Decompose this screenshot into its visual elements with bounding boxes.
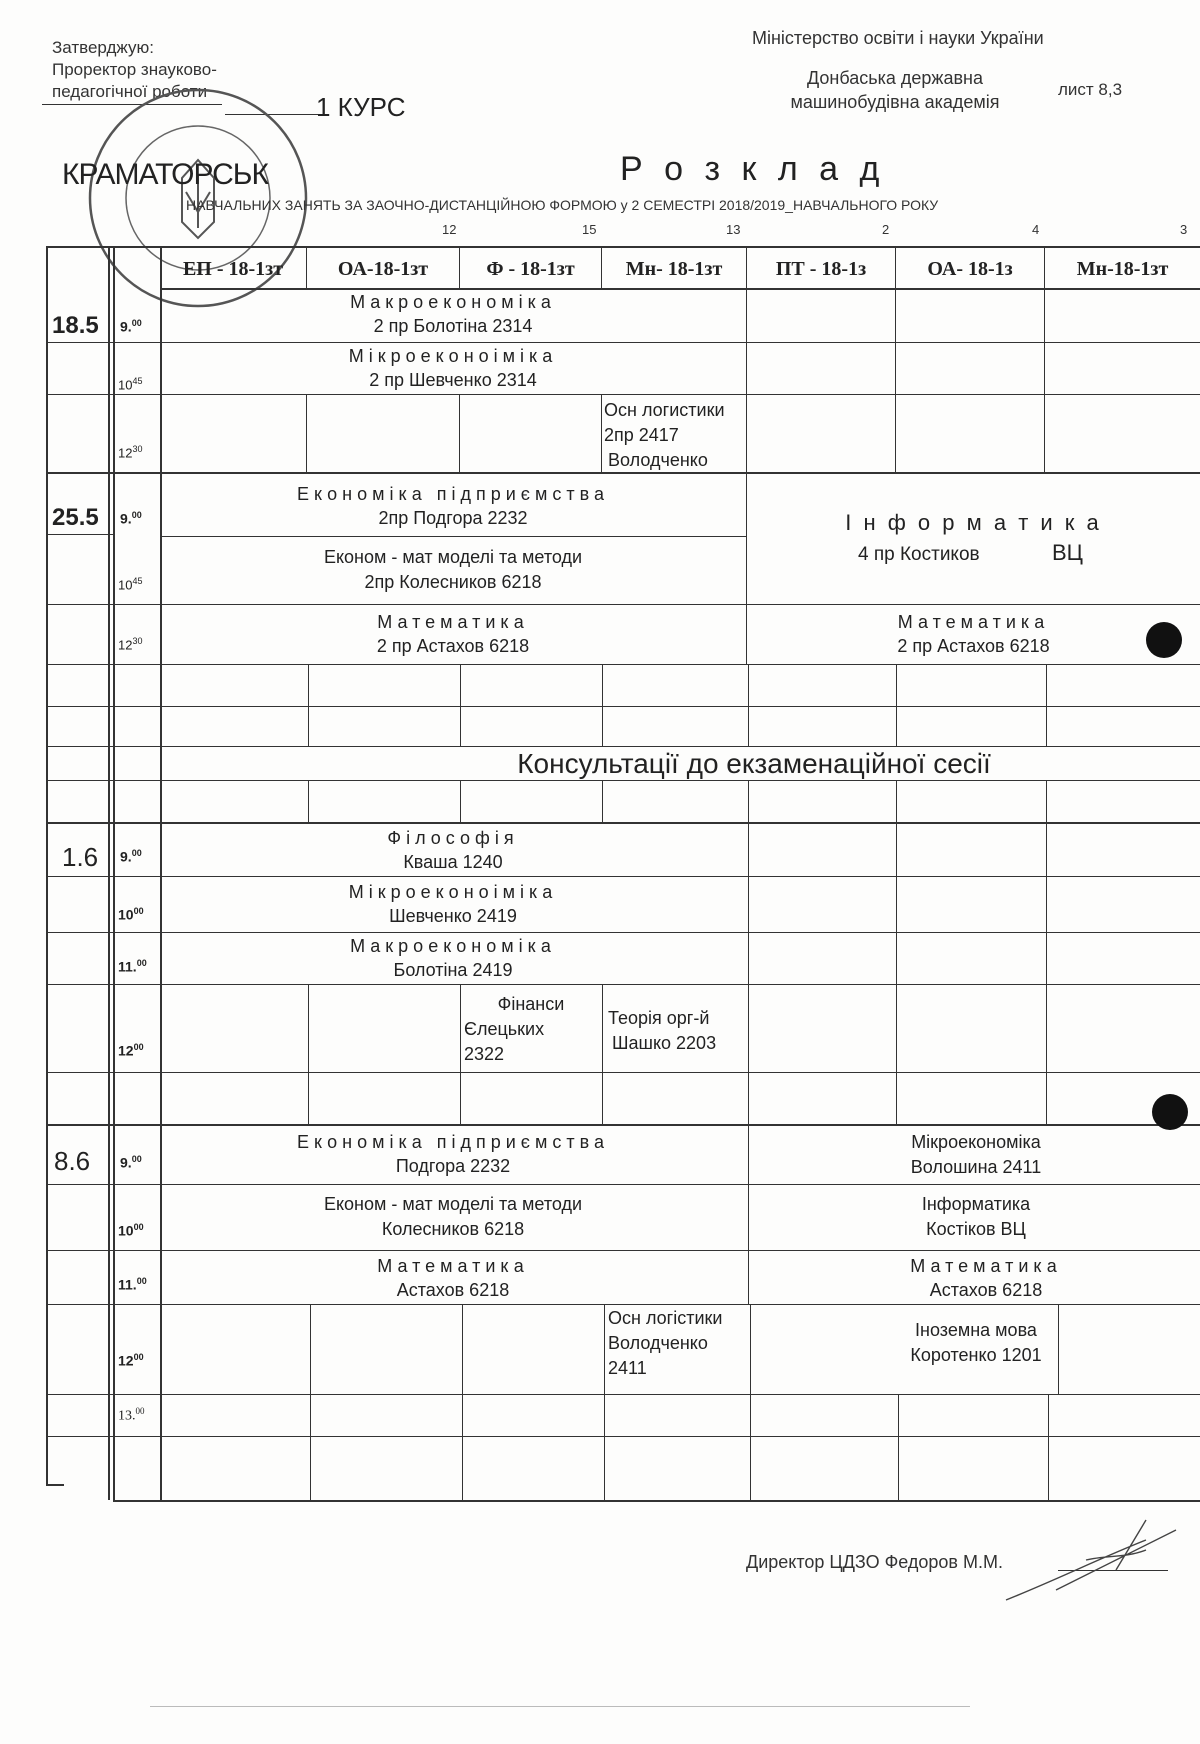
b4-econ-detail: Подгора 2232 (395, 1156, 511, 1176)
time-9-00-b3: 9.00 (120, 848, 142, 865)
b2-econ-title: Економіка підприємства (297, 484, 609, 504)
count-oa18-1z: 4 (1032, 222, 1040, 237)
time-10-45-b1: $10^{45}$ (118, 376, 143, 393)
schedule-title: Р о з к л а д (620, 150, 886, 188)
consultation-banner: Консультації до екзаменаційної сесії (517, 748, 991, 779)
b2-models-title: Економ - мат моделі та методи (323, 547, 583, 567)
b3-finance-l1: Фінанси (497, 994, 565, 1014)
b3-philosophy-detail: Кваша 1240 (403, 852, 503, 872)
date-18-5: 18.5 (52, 312, 99, 339)
group-pt-18-1z: ПТ - 18-1з (775, 258, 867, 280)
group-mn-18-1zt-2: Мн-18-1зт (1076, 258, 1169, 280)
b3-finance-l3: 2322 (464, 1044, 505, 1064)
approval-line-2: Проректор знауково- (52, 60, 217, 79)
time-11-00-b3: 11.00 (118, 958, 147, 975)
ministry-name: Міністерство освіти і науки України (752, 28, 1044, 48)
group-ep-18-1zt: ЕП - 18-1зт (182, 258, 284, 280)
approval-line-1: Затверджую: (52, 38, 154, 57)
b2-econ-detail: 2пр Подгора 2232 (378, 508, 528, 528)
group-oa-18-1zt: ОА-18-1зт (337, 258, 429, 280)
hole-punch-bottom (1152, 1094, 1188, 1130)
b1-logistics-l1: Осн логистики (604, 400, 725, 420)
b3-finance-l2: Єлецьких (464, 1019, 545, 1039)
b2-math-right-detail: 2 пр Астахов 6218 (897, 636, 1050, 656)
count-mn18-1zt: 13 (726, 222, 741, 237)
time-11-00-b4: 11.00 (118, 1276, 147, 1293)
b4-micro-right-title: Мікроекономіка (911, 1132, 1041, 1152)
b1-macro-detail: 2 пр Болотіна 2314 (373, 316, 533, 336)
b2-math-right-title: Математика (897, 612, 1050, 632)
b3-theory-l1: Теорія орг-й (608, 1008, 710, 1028)
time-9-00-b4: 9.00 (120, 1154, 142, 1171)
b1-micro-detail: 2 пр Шевченко 2314 (369, 370, 537, 390)
time-12-30-b1: $12^{30}$ (118, 444, 143, 461)
b2-models-detail: 2пр Колесников 6218 (364, 572, 542, 592)
time-12-00-b3: $12^{00}$ (118, 1042, 144, 1059)
b2-math-left-title: Математика (377, 612, 529, 632)
time-9-00-b2: 9.00 (120, 510, 142, 527)
b1-logistics-l2: 2пр 2417 (604, 425, 679, 445)
count-mn18-1zt-2: 3 (1180, 222, 1188, 237)
time-10-00-b3: $10^{00}$ (118, 906, 144, 923)
city-name: КРАМАТОРСЬК (62, 158, 268, 191)
footer-faint-line (150, 1706, 970, 1707)
b2-informatics-room: ВЦ (1052, 540, 1083, 565)
b4-informatics-right-detail: Костіков ВЦ (926, 1219, 1026, 1239)
b3-micro-title: Мікроеконоіміка (348, 882, 558, 902)
sheet-number: лист 8,3 (1058, 80, 1123, 99)
b4-informatics-right-title: Інформатика (921, 1194, 1031, 1214)
b4-econ-title: Економіка підприємства (297, 1132, 609, 1152)
b4-math-left-detail: Астахов 6218 (396, 1280, 510, 1300)
time-10-00-b4: $10^{00}$ (118, 1222, 144, 1239)
b3-macro-title: Макроекономіка (350, 936, 556, 956)
b2-informatics-detail: 4 пр Костиков (858, 544, 980, 565)
hole-punch-top (1146, 622, 1182, 658)
time-13-00-b4: 13.00 (118, 1406, 145, 1424)
b4-math-right-detail: Астахов 6218 (929, 1280, 1043, 1300)
date-8-6: 8.6 (54, 1146, 91, 1176)
schedule-subtitle: НАВЧАЛЬНИХ ЗАНЯТЬ ЗА ЗАОЧНО-ДИСТАНЦІЙНОЮ ФОРМОЮ у 2 СЕМЕСТРІ 2018/2019_НАВЧАЛЬНОГО РОКУ (186, 197, 939, 213)
time-12-30-b2: $12^{30}$ (118, 636, 143, 653)
b4-logistics-l2: Володченко (608, 1333, 708, 1353)
group-oa-18-1z: ОА- 18-1з (927, 258, 1013, 280)
count-f18-1zt: 15 (582, 222, 597, 237)
b3-macro-detail: Болотіна 2419 (393, 960, 513, 980)
group-f-18-1zt: Ф - 18-1зт (486, 258, 575, 280)
director-signature-label: Директор ЦДЗО Федоров М.М. (746, 1552, 1003, 1572)
course-label: 1 КУРС (316, 92, 406, 122)
b4-language-detail: Коротенко 1201 (910, 1345, 1042, 1365)
b3-micro-detail: Шевченко 2419 (389, 906, 517, 926)
date-1-6: 1.6 (62, 842, 99, 872)
time-10-45-b2: $10^{45}$ (118, 576, 143, 593)
b4-logistics-l1: Осн логістики (608, 1308, 723, 1328)
time-12-00-b4: $12^{00}$ (118, 1352, 144, 1369)
b1-logistics-l3: Володченко (608, 450, 708, 470)
b3-philosophy-title: Філософія (387, 828, 519, 848)
count-pt18-1z: 2 (882, 222, 890, 237)
time-9-00-b1: 9.00 (120, 318, 142, 335)
b4-math-left-title: Математика (377, 1256, 529, 1276)
b4-models-detail: Колесников 6218 (381, 1219, 525, 1239)
b3-theory-l2: Шашко 2203 (612, 1033, 717, 1053)
director-signature-scribble (996, 1510, 1186, 1610)
b4-language-title: Іноземна мова (915, 1320, 1037, 1340)
count-oa18-1zt: 12 (442, 222, 457, 237)
date-25-5: 25.5 (52, 504, 99, 531)
b2-math-left-detail: 2 пр Астахов 6218 (376, 636, 530, 656)
b1-macro-title: Макроекономіка (350, 292, 556, 312)
group-mn-18-1zt: Мн- 18-1зт (625, 258, 723, 280)
b4-models-title: Економ - мат моделі та методи (323, 1194, 583, 1214)
b2-informatics-title: І н ф о р м а т и к а (845, 510, 1102, 535)
b1-micro-title: Мікроеконоіміка (348, 346, 558, 366)
approval-line-3: педагогічної роботи (52, 82, 208, 101)
b4-logistics-l3: 2411 (608, 1358, 647, 1378)
academy-name-line-1: Донбаська державна (806, 68, 983, 88)
b4-micro-right-detail: Волошина 2411 (910, 1157, 1042, 1177)
b4-math-right-title: Математика (910, 1256, 1062, 1276)
academy-name-line-2: машинобудівна академія (790, 92, 1000, 112)
